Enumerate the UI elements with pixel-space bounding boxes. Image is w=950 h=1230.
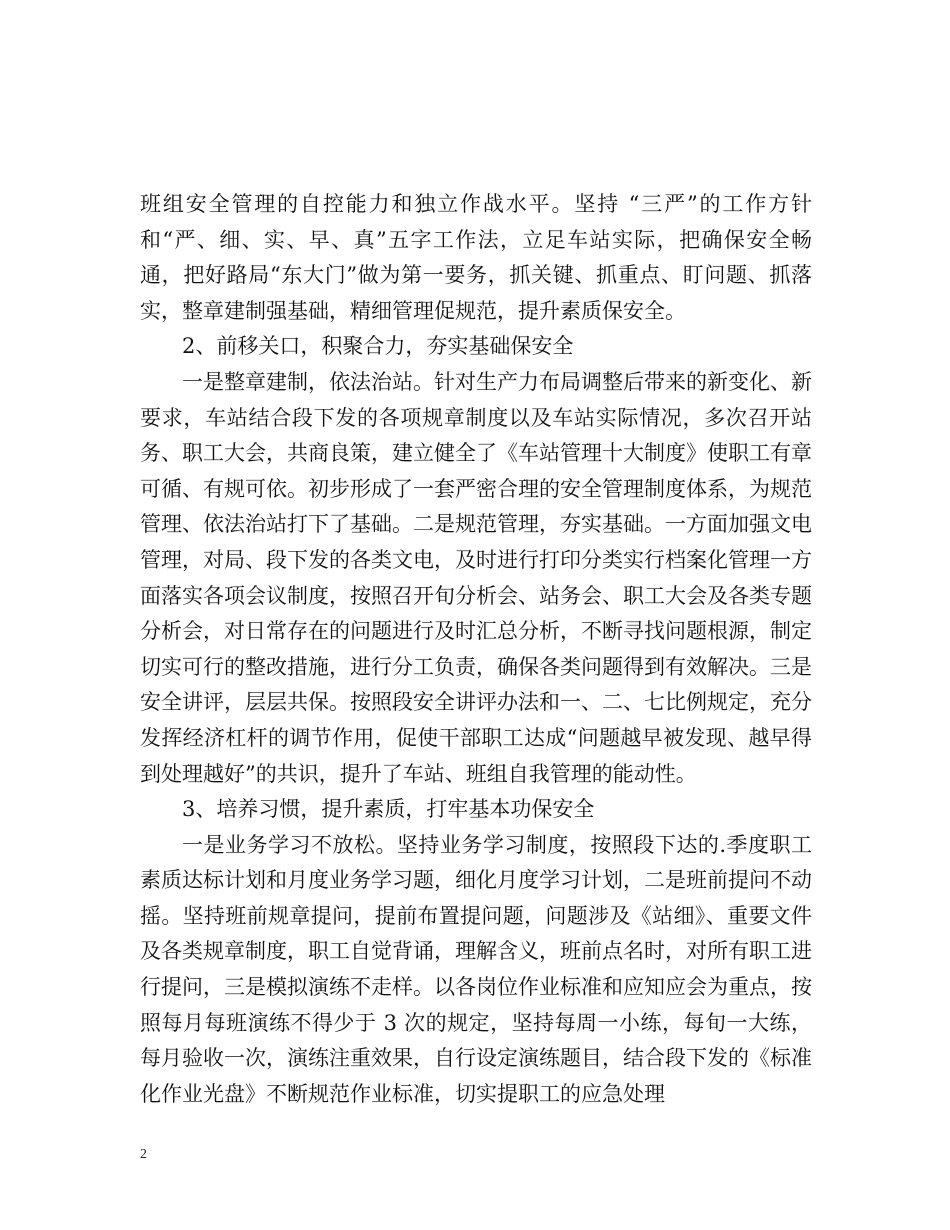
paragraph-1: 班组安全管理的自控能力和独立作战水平。坚持 “三严”的工作方针和“严、细、实、早、真”五字工作法，立足车站实际，把确保安全畅通，把好路局“东大门”做为第一要务，抓关键、抓重点、盯问题、抓落实，整章建制强基础，精细管理促规范，提升素质保安全。 [140,192,812,323]
paragraph-2: 一是整章建制，依法治站。针对生产力布局调整后带来的新变化、新要求，车站结合段下发的各项规章制度以及车站实际情况，多次召开站务、职工大会，共商良策，建立健全了《车站管理十大制度》使职工有章可循、有规可依。初步形成了一套严密合理的安全管理制度体系，为规范管理、依法治站打下了基础。二是规范管理，夯实基础。一方面加强文电管理，对局、段下发的各类文电，及时进行打印分类实行档案化管理一方面落实各项会议制度，按照召开旬分析会、站务会、职工大会及各类专题分析会，对日常存在的问题进行及时汇总分析，不断寻找问题根源，制定切实可行的整改措施，进行分工负责，确保各类问题得到有效解决。三是安全讲评，层层共保。按照段安全讲评办法和一、二、七比例规定，充分发挥经济杠杆的调节作用，促使干部职工达成“问题越早被发现、越早得到处理越好”的共识，提升了车站、班组自我管理的能动性。 [140,369,812,786]
paragraph-3: 一是业务学习不放松。坚持业务学习制度，按照段下达的.季度职工素质达标计划和月度业务学习题，细化月度学习计划，二是班前提问不动摇。坚持班前规章提问，提前布置提问题，问题涉及《站细》、重要文件及各类规章制度，职工自觉背诵，理解含义，班前点名时，对所有职工进行提问，三是模拟演练不走样。以各岗位作业标准和应知应会为重点，按照每月每班演练不得少于 3 次的规定，坚持每周一小练，每旬一大练，每月验收一次，演练注重效果，自行设定演练题目，结合段下发的《标准化作业光盘》不断规范作业标准，切实提职工的应急处理 [140,832,812,1106]
page-number: 2 [140,1147,147,1162]
document-body [140,187,812,1112]
section-heading-3: 3、培养习惯，提升素质，打牢基本功保安全 [182,797,595,822]
section-heading-2: 2、前移关口，积聚合力，夯实基础保安全 [182,334,574,359]
